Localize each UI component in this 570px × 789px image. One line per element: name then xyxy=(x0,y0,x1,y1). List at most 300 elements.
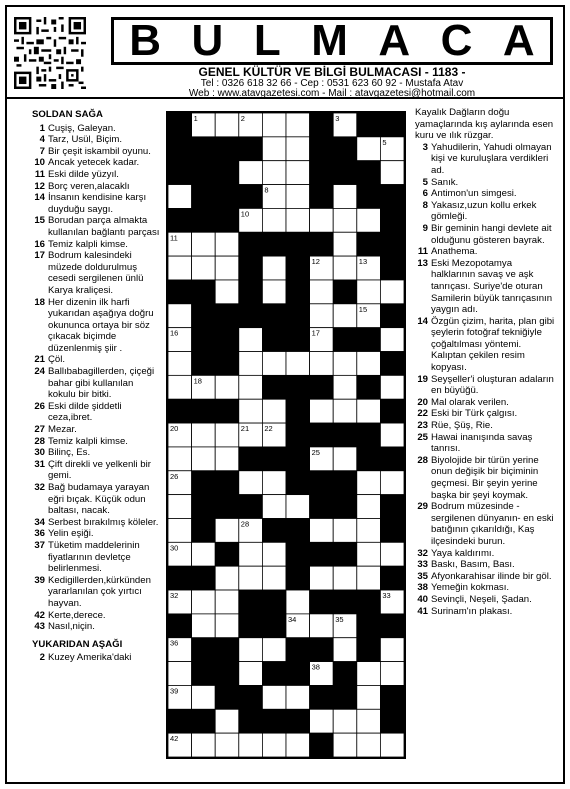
clue-text: Seyşeller'i oluşturan adaların en büyüğü. xyxy=(431,373,554,397)
black-cell xyxy=(380,495,404,519)
cell-number: 1 xyxy=(193,114,198,123)
black-cell xyxy=(310,423,334,447)
grid-cell[interactable] xyxy=(239,733,263,757)
grid-cell[interactable] xyxy=(380,662,404,686)
black-cell xyxy=(239,256,263,280)
grid-cell[interactable] xyxy=(262,471,286,495)
grid-cell[interactable] xyxy=(333,709,357,733)
grid-cell[interactable] xyxy=(262,137,286,161)
black-cell xyxy=(286,304,310,328)
grid-cell[interactable] xyxy=(286,495,310,519)
black-cell xyxy=(310,471,334,495)
grid-cell[interactable] xyxy=(286,161,310,185)
cell-number: 39 xyxy=(170,686,179,696)
black-cell xyxy=(380,399,404,423)
grid-cell[interactable] xyxy=(262,566,286,590)
grid-cell[interactable] xyxy=(262,399,286,423)
black-cell xyxy=(168,399,192,423)
black-cell xyxy=(286,328,310,352)
clue-number: 6 xyxy=(422,188,428,200)
across-clue-list xyxy=(32,123,162,633)
grid-cell[interactable] xyxy=(215,232,239,256)
grid-cell[interactable] xyxy=(310,399,334,423)
black-cell xyxy=(192,495,216,519)
across-clue xyxy=(32,610,162,622)
black-cell xyxy=(262,614,286,638)
black-cell xyxy=(239,614,263,638)
clue-number: 13 xyxy=(417,257,428,269)
grid-cell[interactable] xyxy=(168,185,192,209)
black-cell xyxy=(286,423,310,447)
grid-cell[interactable] xyxy=(357,399,381,423)
black-cell xyxy=(380,208,404,232)
black-cell xyxy=(215,328,239,352)
grid-cell[interactable] xyxy=(168,662,192,686)
across-clue xyxy=(32,621,162,633)
title-letter: L xyxy=(253,16,281,65)
black-cell xyxy=(357,375,381,399)
grid-cell[interactable] xyxy=(286,208,310,232)
grid-cell[interactable] xyxy=(215,518,239,542)
black-cell xyxy=(192,566,216,590)
grid-cell[interactable] xyxy=(333,375,357,399)
grid-cell[interactable] xyxy=(357,495,381,519)
black-cell xyxy=(239,685,263,709)
black-cell xyxy=(286,709,310,733)
clue-text: Bodrum kalesindeki müzede doldurulmuş cesedi sergilenen ünlü Karya kraliçesi. xyxy=(48,250,144,296)
clue-text: Afyonkarahisar ilinde bir göl. xyxy=(431,570,552,582)
clue-text: Nasıl,niçin. xyxy=(48,621,95,633)
clue-number: 4 xyxy=(39,134,45,146)
black-cell xyxy=(192,137,216,161)
cell-number: 8 xyxy=(264,185,269,195)
grid-cell[interactable] xyxy=(215,280,239,304)
grid-cell[interactable] xyxy=(380,638,404,662)
cell-number: 41 xyxy=(382,686,391,696)
clue-text: Cuşiş, Galeyan. xyxy=(48,122,116,134)
down-heading: YUKARIDAN AŞAĞI xyxy=(32,638,123,650)
clue-number: 5 xyxy=(422,176,428,188)
grid-cell[interactable] xyxy=(168,495,192,519)
clue-text: Bilinç, Es. xyxy=(48,447,91,459)
title-letter: U xyxy=(191,16,224,65)
clue-number: 30 xyxy=(34,447,45,459)
black-cell xyxy=(380,256,404,280)
black-cell xyxy=(357,161,381,185)
clue-number: 16 xyxy=(34,238,45,250)
grid-cell[interactable] xyxy=(239,375,263,399)
black-cell xyxy=(262,709,286,733)
grid-cell[interactable] xyxy=(333,638,357,662)
black-cell xyxy=(239,590,263,614)
black-cell xyxy=(168,137,192,161)
grid-cell[interactable] xyxy=(333,232,357,256)
down-clue-continuation xyxy=(415,107,557,142)
black-cell xyxy=(168,113,192,137)
black-cell xyxy=(215,399,239,423)
grid-cell[interactable] xyxy=(239,662,263,686)
across-heading: SOLDAN SAĞA xyxy=(32,109,103,120)
clue-number: 25 xyxy=(417,431,428,443)
down-clue xyxy=(415,246,557,258)
clue-text: Yakasız,uzun kollu erkek gömleği. xyxy=(431,199,537,223)
grid-cell[interactable] xyxy=(192,614,216,638)
black-cell xyxy=(357,185,381,209)
across-clue xyxy=(32,169,162,181)
cell-number: 30 xyxy=(170,543,179,553)
grid-cell[interactable] xyxy=(215,375,239,399)
grid-cell[interactable] xyxy=(239,161,263,185)
black-cell xyxy=(168,614,192,638)
across-clue xyxy=(32,401,162,424)
grid-cell[interactable] xyxy=(357,518,381,542)
clue-text: Kerte,derece. xyxy=(48,609,106,621)
grid-cell[interactable] xyxy=(239,566,263,590)
grid-cell[interactable] xyxy=(380,161,404,185)
grid-cell[interactable] xyxy=(215,590,239,614)
grid-cell[interactable] xyxy=(239,352,263,376)
black-cell xyxy=(333,161,357,185)
grid-cell[interactable] xyxy=(380,375,404,399)
grid-cell[interactable] xyxy=(310,566,334,590)
grid-cell[interactable] xyxy=(215,256,239,280)
title-letter: B xyxy=(129,16,162,65)
black-cell xyxy=(262,232,286,256)
black-cell xyxy=(310,495,334,519)
cell-number: 42 xyxy=(170,734,179,744)
grid-cell[interactable] xyxy=(168,304,192,328)
clue-number: 3 xyxy=(422,141,428,153)
down-clue xyxy=(415,571,557,583)
black-cell xyxy=(192,280,216,304)
clue-text: Rüe, Şüş, Rie. xyxy=(431,420,493,432)
grid-cell[interactable] xyxy=(239,471,263,495)
down-clue-list xyxy=(415,142,557,617)
across-clue xyxy=(32,540,162,575)
grid-cell[interactable] xyxy=(310,614,334,638)
black-cell xyxy=(310,161,334,185)
grid-cell[interactable] xyxy=(192,447,216,471)
black-cell xyxy=(333,137,357,161)
black-cell xyxy=(333,471,357,495)
grid-cell[interactable] xyxy=(310,304,334,328)
clue-text: Temiz kalpli kimse. xyxy=(48,238,128,250)
clue-text: Eski Mezopotamya halklarının savaş ve aşk tanrıçası. Suriye'de oturan Samilerin büyük tanrıçasının yaygın adı. xyxy=(431,257,553,316)
cell-number: 18 xyxy=(193,376,202,386)
grid-cell[interactable] xyxy=(357,137,381,161)
grid-cell[interactable] xyxy=(380,280,404,304)
cell-number: 27 xyxy=(335,495,344,505)
across-clue xyxy=(32,436,162,448)
clue-number: 10 xyxy=(34,157,45,169)
grid-cell[interactable] xyxy=(215,566,239,590)
black-cell xyxy=(380,518,404,542)
grid-cell[interactable] xyxy=(239,638,263,662)
clue-number: 36 xyxy=(34,528,45,540)
clue-text: Sanık. xyxy=(431,176,459,188)
across-clue xyxy=(32,447,162,459)
grid-cell[interactable] xyxy=(215,113,239,137)
grid-cell[interactable] xyxy=(310,709,334,733)
across-clue xyxy=(32,192,162,215)
grid-cell[interactable] xyxy=(333,208,357,232)
grid-cell[interactable] xyxy=(262,638,286,662)
black-cell xyxy=(333,280,357,304)
black-cell xyxy=(168,566,192,590)
grid-cell[interactable] xyxy=(310,352,334,376)
black-cell xyxy=(215,208,239,232)
black-cell xyxy=(262,662,286,686)
grid-cell[interactable] xyxy=(333,447,357,471)
black-cell xyxy=(333,423,357,447)
grid-cell[interactable] xyxy=(262,208,286,232)
black-cell xyxy=(286,256,310,280)
clue-number: 22 xyxy=(417,408,428,420)
grid-cell[interactable] xyxy=(357,352,381,376)
cell-number: 26 xyxy=(170,471,179,481)
grid-cell[interactable] xyxy=(192,685,216,709)
black-cell xyxy=(215,304,239,328)
black-cell xyxy=(215,185,239,209)
black-cell xyxy=(310,232,334,256)
black-cell xyxy=(215,542,239,566)
clue-text: Borudan parça almakta kullanılan bağlantı parçası xyxy=(48,215,160,238)
black-cell xyxy=(192,471,216,495)
clue-text: Temiz kalpli kimse. xyxy=(48,435,128,447)
grid-cell[interactable] xyxy=(262,161,286,185)
grid-cell[interactable] xyxy=(333,256,357,280)
cell-number: 14 xyxy=(240,304,250,314)
black-cell xyxy=(239,137,263,161)
clue-text: Yaya kaldırımı. xyxy=(431,547,495,559)
cell-number: 31 xyxy=(335,543,344,553)
across-clue xyxy=(32,181,162,193)
grid-cell[interactable] xyxy=(192,590,216,614)
black-cell xyxy=(215,352,239,376)
grid-cell[interactable] xyxy=(262,685,286,709)
grid-cell[interactable] xyxy=(333,352,357,376)
grid-cell[interactable] xyxy=(333,399,357,423)
grid-cell[interactable] xyxy=(215,447,239,471)
grid-cell[interactable] xyxy=(192,423,216,447)
grid-cell[interactable] xyxy=(333,733,357,757)
grid-cell[interactable] xyxy=(380,423,404,447)
grid-cell[interactable] xyxy=(262,352,286,376)
grid-cell[interactable] xyxy=(357,566,381,590)
clue-number: 17 xyxy=(34,250,45,262)
grid-cell[interactable] xyxy=(192,256,216,280)
black-cell xyxy=(262,375,286,399)
black-cell xyxy=(239,280,263,304)
grid-cell[interactable] xyxy=(168,518,192,542)
clue-number: 7 xyxy=(39,145,45,157)
grid-cell[interactable] xyxy=(168,352,192,376)
grid-cell[interactable] xyxy=(215,423,239,447)
clue-number: 1 xyxy=(39,122,45,134)
down-clue xyxy=(415,594,557,606)
cell-number: 24 xyxy=(264,447,273,457)
across-clue xyxy=(32,517,162,529)
down-clue xyxy=(415,455,557,501)
grid-cell[interactable] xyxy=(310,518,334,542)
cell-number: 34 xyxy=(288,614,297,624)
grid-cell[interactable] xyxy=(262,113,286,137)
clue-text: Çöl. xyxy=(48,354,66,366)
clue-text: Borç veren,alacaklı xyxy=(48,180,130,192)
grid-cell[interactable] xyxy=(357,662,381,686)
clue-text: Tarz, Usül, Biçim. xyxy=(48,134,123,146)
grid-cell[interactable] xyxy=(215,614,239,638)
black-cell xyxy=(310,590,334,614)
clue-number: 14 xyxy=(34,192,45,204)
grid-cell[interactable] xyxy=(380,542,404,566)
cell-number: 38 xyxy=(311,662,320,672)
clue-number: 9 xyxy=(422,222,428,234)
grid-cell[interactable] xyxy=(333,185,357,209)
grid-cell[interactable] xyxy=(357,208,381,232)
clue-text: Mezar. xyxy=(48,424,77,436)
grid-cell[interactable] xyxy=(357,685,381,709)
clue-number: 15 xyxy=(34,215,45,227)
across-clue xyxy=(32,528,162,540)
black-cell xyxy=(286,542,310,566)
clue-text: Antimon'un simgesi. xyxy=(431,188,517,200)
across-clue xyxy=(32,459,162,482)
clue-text: Eski bir Türk çalgısı. xyxy=(431,408,518,420)
title-letter: A xyxy=(378,16,411,65)
clue-text: Biyolojide bir türün yerine onun değişik bir biçiminin geçmesi. Bir şeyin yerine başka bir şeyi koymak. xyxy=(431,454,539,501)
black-cell xyxy=(286,471,310,495)
black-cell xyxy=(215,638,239,662)
clue-number: 32 xyxy=(34,482,45,493)
grid-cell[interactable] xyxy=(357,709,381,733)
clue-number: 14 xyxy=(417,315,428,327)
grid-cell[interactable] xyxy=(168,447,192,471)
left-clue-column xyxy=(32,107,162,664)
grid-cell[interactable] xyxy=(286,733,310,757)
grid-cell[interactable] xyxy=(286,137,310,161)
black-cell xyxy=(192,518,216,542)
clue-number: 20 xyxy=(417,396,428,408)
grid-cell[interactable] xyxy=(239,542,263,566)
down-clue xyxy=(415,582,557,594)
black-cell xyxy=(380,709,404,733)
clue-text: Bodrum müzesinde - sergilenen dünyanın- en eski batığının çıkarıldığı, Kaş ilçesindeki burun. xyxy=(431,501,554,547)
black-cell xyxy=(310,113,334,137)
grid-cell[interactable] xyxy=(192,542,216,566)
grid-cell[interactable] xyxy=(357,471,381,495)
right-clue-column xyxy=(415,107,557,617)
grid-cell[interactable] xyxy=(357,280,381,304)
qr-code-icon xyxy=(14,17,86,89)
clue-text: Özgün çizim, harita, plan gibi şeylerin fotoğraf tekniğiyle çoğaltılması yöntemi. Kalıptan çekilen resim kopyası. xyxy=(431,315,555,374)
cell-number: 19 xyxy=(288,376,297,386)
black-cell xyxy=(380,304,404,328)
down-clue xyxy=(415,432,557,455)
black-cell xyxy=(168,208,192,232)
black-cell xyxy=(380,566,404,590)
cell-number: 15 xyxy=(358,304,368,314)
black-cell xyxy=(333,590,357,614)
grid-cell[interactable] xyxy=(286,185,310,209)
across-clue xyxy=(32,239,162,251)
grid-cell[interactable] xyxy=(310,208,334,232)
clue-number: 39 xyxy=(34,574,45,586)
black-cell xyxy=(215,137,239,161)
grid-cell[interactable] xyxy=(286,352,310,376)
black-cell xyxy=(192,709,216,733)
black-cell xyxy=(380,185,404,209)
across-clue xyxy=(32,424,162,436)
grid-cell[interactable] xyxy=(286,113,310,137)
grid-cell[interactable] xyxy=(192,232,216,256)
contact-web: Web : www.atavgazetesi.com - Mail : atavgazetesi@hotmail.com xyxy=(188,88,476,99)
cell-number: 6 xyxy=(193,161,198,171)
black-cell xyxy=(380,232,404,256)
clue-number: 40 xyxy=(417,593,428,605)
grid-cell[interactable] xyxy=(357,542,381,566)
grid-cell[interactable] xyxy=(286,590,310,614)
black-cell xyxy=(168,161,192,185)
grid-cell[interactable] xyxy=(380,733,404,757)
grid-cell[interactable] xyxy=(215,733,239,757)
black-cell xyxy=(357,614,381,638)
grid-cell[interactable] xyxy=(239,328,263,352)
black-cell xyxy=(357,638,381,662)
grid-cell[interactable] xyxy=(262,542,286,566)
cell-number: 7 xyxy=(193,185,198,195)
black-cell xyxy=(192,328,216,352)
black-cell xyxy=(310,542,334,566)
grid-cell[interactable] xyxy=(215,709,239,733)
down-clue xyxy=(415,420,557,432)
crossword-grid-svg xyxy=(168,113,404,757)
grid-cell[interactable] xyxy=(168,375,192,399)
grid-cell[interactable] xyxy=(239,399,263,423)
cell-number: 33 xyxy=(382,591,391,601)
grid-cell[interactable] xyxy=(380,471,404,495)
grid-cell[interactable] xyxy=(262,256,286,280)
grid-cell[interactable] xyxy=(333,566,357,590)
grid-cell[interactable] xyxy=(333,304,357,328)
clue-number: 11 xyxy=(34,168,45,180)
black-cell xyxy=(380,352,404,376)
black-cell xyxy=(286,566,310,590)
grid-cell[interactable] xyxy=(286,685,310,709)
grid-cell[interactable] xyxy=(357,733,381,757)
grid-cell[interactable] xyxy=(380,328,404,352)
grid-cell[interactable] xyxy=(310,280,334,304)
black-cell xyxy=(286,447,310,471)
clue-number: 42 xyxy=(34,609,45,621)
puzzle-subtitle: GENEL KÜLTÜR VE BİLGİ BULMACASI - 1183 - xyxy=(198,65,466,79)
grid-cell[interactable] xyxy=(168,256,192,280)
cell-number: 5 xyxy=(382,137,387,147)
grid-cell[interactable] xyxy=(262,495,286,519)
clue-text: Tüketim maddelerinin fiyatlarının devletçe belirlenmesi. xyxy=(48,539,140,575)
grid-cell[interactable] xyxy=(333,518,357,542)
clue-number: 24 xyxy=(34,366,45,378)
black-cell xyxy=(286,280,310,304)
clue-text: Mal olarak verilen. xyxy=(431,396,509,408)
black-cell xyxy=(310,375,334,399)
grid-cell[interactable] xyxy=(262,733,286,757)
grid-cell[interactable] xyxy=(192,733,216,757)
black-cell xyxy=(333,685,357,709)
grid-cell[interactable] xyxy=(262,280,286,304)
clue-text: Serbest bırakılmış köleler. xyxy=(48,516,159,528)
clue-text: Bir çeşit iskambil oyunu. xyxy=(48,145,151,157)
